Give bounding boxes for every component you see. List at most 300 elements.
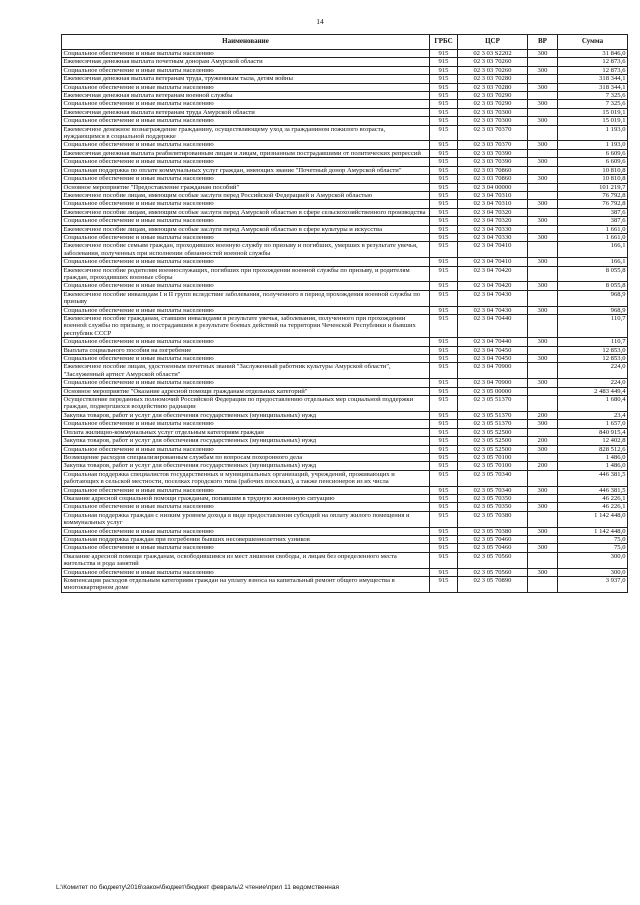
cell-csr: 02 3 05 70100 — [458, 462, 528, 470]
cell-vr — [528, 92, 558, 100]
table-row — [62, 577, 628, 593]
cell-name: Социальное обеспечение и иные выплаты населению — [62, 83, 430, 91]
cell-csr: 02 3 03 70290 — [458, 100, 528, 108]
cell-grbs: 915 — [430, 108, 458, 116]
cell-sum: 6 609,6 — [558, 149, 628, 157]
table-row — [62, 83, 628, 91]
cell-vr — [528, 387, 558, 395]
cell-vr — [528, 75, 558, 83]
cell-csr: 02 3 05 70350 — [458, 494, 528, 502]
cell-grbs: 915 — [430, 225, 458, 233]
cell-csr: 02 3 04 70430 — [458, 290, 528, 306]
table-row — [62, 158, 628, 166]
table-row — [62, 108, 628, 116]
cell-sum: 8 055,8 — [558, 282, 628, 290]
cell-csr: 02 3 03 70260 — [458, 66, 528, 74]
cell-sum: 75,0 — [558, 544, 628, 552]
table-row — [62, 462, 628, 470]
cell-csr: 02 3 05 70340 — [458, 486, 528, 494]
table-row — [62, 225, 628, 233]
table-row — [62, 411, 628, 419]
cell-name: Ежемесячное пособие лицам, имеющим особые заслуги перед Амурской областью в сфере сельскохозяйственного производства — [62, 208, 430, 216]
cell-csr: 02 3 05 52500 — [458, 445, 528, 453]
cell-sum: 1 680,4 — [558, 396, 628, 412]
cell-vr — [528, 225, 558, 233]
cell-sum: 968,9 — [558, 290, 628, 306]
cell-csr: 02 3 04 70320 — [458, 217, 528, 225]
cell-name: Социальное обеспечение и иные выплаты населению — [62, 175, 430, 183]
cell-csr: 02 3 03 70280 — [458, 83, 528, 91]
cell-vr — [528, 315, 558, 338]
cell-vr — [528, 428, 558, 436]
cell-grbs: 915 — [430, 149, 458, 157]
cell-name: Социальное обеспечение и иные выплаты населению — [62, 503, 430, 511]
cell-csr: 02 3 05 52500 — [458, 428, 528, 436]
table-row — [62, 290, 628, 306]
cell-csr: 02 3 04 70330 — [458, 225, 528, 233]
cell-sum: 1 657,0 — [558, 420, 628, 428]
cell-vr: 300 — [528, 200, 558, 208]
cell-csr: 02 3 04 70900 — [458, 363, 528, 379]
cell-csr: 02 3 04 70430 — [458, 306, 528, 314]
table-row — [62, 338, 628, 346]
cell-sum: 318 344,1 — [558, 83, 628, 91]
cell-grbs: 915 — [430, 411, 458, 419]
cell-vr: 300 — [528, 217, 558, 225]
cell-name: Социальное обеспечение и иные выплаты населению — [62, 100, 430, 108]
cell-grbs: 915 — [430, 258, 458, 266]
cell-vr: 200 — [528, 411, 558, 419]
file-path-footer: L:\Комитет по бюджету\2016\закон\бюджет\бюджет февраль\2 чтение\прил 11 ведомственная — [56, 884, 339, 891]
table-row — [62, 437, 628, 445]
cell-name: Ежемесячная денежная выплата ветеранам труда Амурской области — [62, 108, 430, 116]
cell-name: Социальное обеспечение и иные выплаты населению — [62, 568, 430, 576]
cell-sum: 1 142 448,0 — [558, 527, 628, 535]
column-header-vr: ВР — [528, 35, 558, 50]
cell-vr — [528, 290, 558, 306]
cell-vr — [528, 149, 558, 157]
table-row — [62, 183, 628, 191]
table-row — [62, 420, 628, 428]
cell-sum: 12 873,6 — [558, 58, 628, 66]
cell-name: Социальное обеспечение и иные выплаты населению — [62, 379, 430, 387]
cell-name: Основное мероприятие "Предоставление гражданам пособий" — [62, 183, 430, 191]
cell-name: Оплата жилищно-коммунальных услуг отдельным категориям граждан — [62, 428, 430, 436]
cell-grbs: 915 — [430, 462, 458, 470]
cell-sum: 300,0 — [558, 552, 628, 568]
table-row — [62, 282, 628, 290]
cell-grbs: 915 — [430, 379, 458, 387]
table-body — [62, 50, 628, 593]
table-row — [62, 363, 628, 379]
table-row — [62, 511, 628, 527]
cell-sum: 1 486,0 — [558, 462, 628, 470]
cell-csr: 02 3 04 70310 — [458, 191, 528, 199]
cell-name: Оказание адресной помощи гражданам, освободившимся из мест лишения свободы, и лицам без определенного места жительства и рода занятий — [62, 552, 430, 568]
cell-vr: 300 — [528, 117, 558, 125]
table-row — [62, 200, 628, 208]
cell-grbs: 915 — [430, 290, 458, 306]
cell-vr — [528, 396, 558, 412]
cell-csr: 02 3 05 00000 — [458, 387, 528, 395]
cell-vr — [528, 191, 558, 199]
cell-name: Ежемесячная денежная выплата ветеранам труда, труженикам тыла, детям войны — [62, 75, 430, 83]
cell-grbs: 915 — [430, 141, 458, 149]
cell-name: Социальное обеспечение и иные выплаты населению — [62, 158, 430, 166]
cell-vr: 300 — [528, 175, 558, 183]
cell-vr: 200 — [528, 437, 558, 445]
cell-grbs: 915 — [430, 200, 458, 208]
cell-vr: 300 — [528, 141, 558, 149]
cell-grbs: 915 — [430, 428, 458, 436]
cell-vr — [528, 183, 558, 191]
cell-grbs: 915 — [430, 166, 458, 174]
cell-grbs: 915 — [430, 315, 458, 338]
cell-sum: 1 661,0 — [558, 225, 628, 233]
cell-csr: 02 3 04 70450 — [458, 346, 528, 354]
table-row — [62, 535, 628, 543]
cell-sum: 1 486,0 — [558, 453, 628, 461]
cell-grbs: 915 — [430, 158, 458, 166]
table-row — [62, 445, 628, 453]
cell-csr: 02 3 05 51370 — [458, 396, 528, 412]
cell-name: Социальное обеспечение и иные выплаты населению — [62, 527, 430, 535]
table-row — [62, 266, 628, 282]
cell-csr: 02 3 05 70560 — [458, 552, 528, 568]
table-row — [62, 66, 628, 74]
cell-grbs: 915 — [430, 282, 458, 290]
cell-vr: 300 — [528, 338, 558, 346]
cell-name: Ежемесячная денежная выплата реабилитированным лицам и лицам, признанным пострадавшими от политических репрессий — [62, 149, 430, 157]
table-row — [62, 527, 628, 535]
cell-sum: 840 915,4 — [558, 428, 628, 436]
cell-grbs: 915 — [430, 233, 458, 241]
cell-csr: 02 3 04 00000 — [458, 183, 528, 191]
cell-grbs: 915 — [430, 83, 458, 91]
cell-vr: 300 — [528, 158, 558, 166]
cell-sum: 446 381,5 — [558, 486, 628, 494]
cell-sum: 828 512,6 — [558, 445, 628, 453]
cell-vr: 300 — [528, 100, 558, 108]
cell-name: Основное мероприятие "Оказание адресной помощи гражданам отдельных категорий" — [62, 387, 430, 395]
table-row — [62, 453, 628, 461]
cell-sum: 46 226,1 — [558, 494, 628, 502]
cell-grbs: 915 — [430, 346, 458, 354]
cell-csr: 02 3 04 70420 — [458, 282, 528, 290]
cell-grbs: 915 — [430, 470, 458, 486]
column-header-sum: Сумма — [558, 35, 628, 50]
cell-csr: 02 3 05 70460 — [458, 544, 528, 552]
cell-grbs: 915 — [430, 217, 458, 225]
cell-vr: 300 — [528, 445, 558, 453]
cell-grbs: 915 — [430, 437, 458, 445]
cell-vr: 300 — [528, 50, 558, 58]
cell-csr: 02 3 05 70340 — [458, 470, 528, 486]
cell-csr: 02 3 03 70370 — [458, 125, 528, 141]
cell-grbs: 915 — [430, 420, 458, 428]
cell-name: Возмещение расходов специализированным службам по вопросам похоронного дела — [62, 453, 430, 461]
cell-grbs: 915 — [430, 338, 458, 346]
cell-sum: 7 325,6 — [558, 100, 628, 108]
cell-vr: 300 — [528, 568, 558, 576]
cell-grbs: 915 — [430, 396, 458, 412]
cell-vr — [528, 511, 558, 527]
cell-sum: 3 937,0 — [558, 577, 628, 593]
cell-sum: 7 325,6 — [558, 92, 628, 100]
cell-grbs: 915 — [430, 92, 458, 100]
cell-grbs: 915 — [430, 453, 458, 461]
cell-sum: 110,7 — [558, 315, 628, 338]
cell-grbs: 915 — [430, 535, 458, 543]
page-number: 14 — [316, 17, 324, 26]
cell-name: Ежемесячное денежное вознаграждение гражданину, осуществляющему уход за гражданином пожилого возраста, нуждающимся в социальной поддержке — [62, 125, 430, 141]
cell-grbs: 915 — [430, 125, 458, 141]
cell-grbs: 915 — [430, 577, 458, 593]
cell-sum: 15 019,1 — [558, 117, 628, 125]
cell-csr: 02 3 03 70260 — [458, 58, 528, 66]
cell-name: Социальное обеспечение и иные выплаты населению — [62, 338, 430, 346]
cell-name: Социальное обеспечение и иные выплаты населению — [62, 233, 430, 241]
cell-csr: 02 3 05 51370 — [458, 411, 528, 419]
cell-grbs: 915 — [430, 568, 458, 576]
cell-grbs: 915 — [430, 511, 458, 527]
cell-sum: 2 483 449,4 — [558, 387, 628, 395]
cell-sum: 387,6 — [558, 208, 628, 216]
cell-csr: 02 3 04 70330 — [458, 233, 528, 241]
cell-name: Ежемесячное пособие лицам, удостоенным почетных званий "Заслуженный работник культуры Амурской области", "Заслуженный артист Амурской области" — [62, 363, 430, 379]
cell-vr: 300 — [528, 83, 558, 91]
cell-csr: 02 3 04 70320 — [458, 208, 528, 216]
cell-vr — [528, 266, 558, 282]
cell-csr: 02 3 03 70370 — [458, 141, 528, 149]
cell-sum: 76 792,8 — [558, 191, 628, 199]
cell-grbs: 915 — [430, 445, 458, 453]
cell-sum: 1 193,0 — [558, 125, 628, 141]
cell-sum: 1 661,0 — [558, 233, 628, 241]
cell-csr: 02 3 03 70300 — [458, 117, 528, 125]
table-row — [62, 58, 628, 66]
cell-grbs: 915 — [430, 494, 458, 502]
cell-sum: 10 810,8 — [558, 166, 628, 174]
cell-csr: 02 3 05 52500 — [458, 437, 528, 445]
cell-sum: 387,6 — [558, 217, 628, 225]
cell-sum: 10 810,8 — [558, 175, 628, 183]
cell-grbs: 915 — [430, 208, 458, 216]
cell-vr — [528, 552, 558, 568]
cell-vr — [528, 58, 558, 66]
cell-sum: 15 019,1 — [558, 108, 628, 116]
table-row — [62, 166, 628, 174]
cell-sum: 166,1 — [558, 258, 628, 266]
cell-name: Социальное обеспечение и иные выплаты населению — [62, 50, 430, 58]
cell-name: Социальная поддержка по оплате коммунальных услуг граждан, имеющих звание "Почетный донор Амурской области" — [62, 166, 430, 174]
cell-vr: 300 — [528, 66, 558, 74]
cell-csr: 02 3 03 S2202 — [458, 50, 528, 58]
table-row — [62, 175, 628, 183]
cell-vr — [528, 346, 558, 354]
cell-sum: 224,0 — [558, 379, 628, 387]
cell-csr: 02 3 03 70860 — [458, 166, 528, 174]
cell-name: Выплата социального пособия на погребение — [62, 346, 430, 354]
column-header-csr: ЦСР — [458, 35, 528, 50]
cell-vr: 300 — [528, 258, 558, 266]
cell-csr: 02 3 03 70860 — [458, 175, 528, 183]
table-row — [62, 428, 628, 436]
cell-vr — [528, 108, 558, 116]
cell-sum: 166,1 — [558, 242, 628, 258]
cell-vr: 300 — [528, 420, 558, 428]
cell-name: Социальное обеспечение и иные выплаты населению — [62, 66, 430, 74]
table-row — [62, 355, 628, 363]
cell-sum: 31 846,0 — [558, 50, 628, 58]
cell-sum: 23,4 — [558, 411, 628, 419]
cell-vr: 300 — [528, 486, 558, 494]
cell-name: Социальное обеспечение и иные выплаты населению — [62, 200, 430, 208]
cell-grbs: 915 — [430, 552, 458, 568]
cell-sum: 968,9 — [558, 306, 628, 314]
cell-vr: 300 — [528, 233, 558, 241]
cell-csr: 02 3 04 70420 — [458, 266, 528, 282]
cell-grbs: 915 — [430, 503, 458, 511]
cell-grbs: 915 — [430, 191, 458, 199]
cell-vr: 300 — [528, 503, 558, 511]
table-header-row — [62, 35, 628, 50]
cell-grbs: 915 — [430, 527, 458, 535]
cell-vr — [528, 453, 558, 461]
cell-name: Ежемесячное пособие лицам, имеющим особые заслуги перед Амурской областью в сфере культуры и искусства — [62, 225, 430, 233]
cell-vr — [528, 363, 558, 379]
cell-grbs: 915 — [430, 50, 458, 58]
cell-name: Ежемесячное пособие гражданам, ставшим инвалидами в результате увечья, заболевания, полученного при прохождении военной службы по призыву, и пострадавшим в результате боевых действий на территории Чеченской Республики и бывших республик СССР — [62, 315, 430, 338]
cell-sum: 8 055,8 — [558, 266, 628, 282]
column-header-grbs: ГРБС — [430, 35, 458, 50]
table-row — [62, 149, 628, 157]
cell-csr: 02 3 03 70300 — [458, 108, 528, 116]
cell-sum: 1 142 448,0 — [558, 511, 628, 527]
cell-name: Социальное обеспечение и иные выплаты населению — [62, 258, 430, 266]
table-row — [62, 208, 628, 216]
table-row — [62, 117, 628, 125]
cell-vr: 300 — [528, 306, 558, 314]
cell-csr: 02 3 03 70390 — [458, 158, 528, 166]
cell-name: Оказание адресной социальной помощи гражданам, попавшим в трудную жизненную ситуацию — [62, 494, 430, 502]
table-row — [62, 396, 628, 412]
cell-grbs: 915 — [430, 306, 458, 314]
cell-grbs: 915 — [430, 66, 458, 74]
cell-csr: 02 3 03 70390 — [458, 149, 528, 157]
cell-name: Закупка товаров, работ и услуг для обеспечения государственных (муниципальных) нужд — [62, 411, 430, 419]
cell-name: Социальная поддержка специалистов государственных и муниципальных организаций, учреждений, проживающих и работающих в сельской местности, поселках городского типа (рабочих поселках), а также пенсионеров из их числа — [62, 470, 430, 486]
cell-sum: 76 792,8 — [558, 200, 628, 208]
cell-name: Социальная поддержка граждан при погребении бывших несовершеннолетних узников — [62, 535, 430, 543]
cell-grbs: 915 — [430, 58, 458, 66]
cell-vr — [528, 470, 558, 486]
cell-grbs: 915 — [430, 75, 458, 83]
cell-name: Ежемесячное пособие инвалидам I и II групп вследствие заболевания, полученного в период прохождения военной службы по призыву — [62, 290, 430, 306]
cell-name: Социальное обеспечение и иные выплаты населению — [62, 420, 430, 428]
cell-grbs: 915 — [430, 100, 458, 108]
cell-sum: 12 853,0 — [558, 346, 628, 354]
cell-csr: 02 3 04 70440 — [458, 338, 528, 346]
cell-name: Ежемесячное пособие семьям граждан, проходивших военную службу по призыву и погибших, умерших в результате увечья, заболевания, полученных при исполнении обязанностей военной службы — [62, 242, 430, 258]
cell-sum: 6 609,6 — [558, 158, 628, 166]
cell-name: Социальное обеспечение и иные выплаты населению — [62, 544, 430, 552]
cell-grbs: 915 — [430, 544, 458, 552]
table-row — [62, 233, 628, 241]
cell-grbs: 915 — [430, 387, 458, 395]
table-row — [62, 568, 628, 576]
cell-vr: 300 — [528, 379, 558, 387]
table-row — [62, 486, 628, 494]
cell-vr — [528, 535, 558, 543]
cell-grbs: 915 — [430, 117, 458, 125]
cell-sum: 224,0 — [558, 363, 628, 379]
table-row — [62, 242, 628, 258]
cell-sum: 446 381,5 — [558, 470, 628, 486]
cell-csr: 02 3 05 70560 — [458, 568, 528, 576]
cell-vr — [528, 494, 558, 502]
cell-name: Ежемесячная денежная выплата ветеранам военной службы — [62, 92, 430, 100]
table-row — [62, 494, 628, 502]
cell-csr: 02 3 05 70380 — [458, 527, 528, 535]
cell-name: Социальная поддержка граждан с низким уровнем дохода в виде предоставления субсидий на оплату жилого помещения и коммунальных услуг — [62, 511, 430, 527]
cell-grbs: 915 — [430, 175, 458, 183]
cell-csr: 02 3 05 70100 — [458, 453, 528, 461]
table-row — [62, 191, 628, 199]
table-row — [62, 50, 628, 58]
cell-sum: 110,7 — [558, 338, 628, 346]
cell-csr: 02 3 03 70280 — [458, 75, 528, 83]
cell-name: Социальное обеспечение и иные выплаты населению — [62, 141, 430, 149]
cell-name: Социальное обеспечение и иные выплаты населению — [62, 355, 430, 363]
cell-name: Социальное обеспечение и иные выплаты населению — [62, 486, 430, 494]
table-row — [62, 306, 628, 314]
cell-csr: 02 3 04 70440 — [458, 315, 528, 338]
table-row — [62, 552, 628, 568]
table-row — [62, 503, 628, 511]
cell-csr: 02 3 05 70890 — [458, 577, 528, 593]
cell-vr: 300 — [528, 282, 558, 290]
cell-csr: 02 3 05 70350 — [458, 503, 528, 511]
cell-name: Закупка товаров, работ и услуг для обеспечения государственных (муниципальных) нужд — [62, 437, 430, 445]
cell-vr — [528, 577, 558, 593]
cell-name: Социальное обеспечение и иные выплаты населению — [62, 282, 430, 290]
cell-grbs: 915 — [430, 355, 458, 363]
table-row — [62, 258, 628, 266]
table-row — [62, 315, 628, 338]
table-row — [62, 387, 628, 395]
cell-csr: 02 3 04 70450 — [458, 355, 528, 363]
cell-name: Ежемесячное пособие лицам, имеющим особые заслуги перед Российской Федерацией и Амурской областью — [62, 191, 430, 199]
cell-sum: 12 873,6 — [558, 66, 628, 74]
table-row — [62, 379, 628, 387]
table-row — [62, 75, 628, 83]
cell-sum: 101 219,7 — [558, 183, 628, 191]
cell-name: Осуществление переданных полномочий Российской Федерации по предоставлению отдельных мер социальной поддержки граждан, подвергшихся воздействию радиации — [62, 396, 430, 412]
cell-grbs: 915 — [430, 363, 458, 379]
cell-vr — [528, 242, 558, 258]
cell-name: Социальное обеспечение и иные выплаты населению — [62, 217, 430, 225]
cell-grbs: 915 — [430, 266, 458, 282]
cell-name: Компенсация расходов отдельным категориям граждан на уплату взноса на капитальный ремонт общего имущества в многоквартирном доме — [62, 577, 430, 593]
cell-sum: 12 853,0 — [558, 355, 628, 363]
cell-sum: 318 344,1 — [558, 75, 628, 83]
cell-vr — [528, 125, 558, 141]
cell-csr: 02 3 04 70410 — [458, 242, 528, 258]
cell-sum: 46 226,1 — [558, 503, 628, 511]
cell-name: Ежемесячная денежная выплата почетным донорам Амурской области — [62, 58, 430, 66]
budget-table — [61, 34, 628, 593]
